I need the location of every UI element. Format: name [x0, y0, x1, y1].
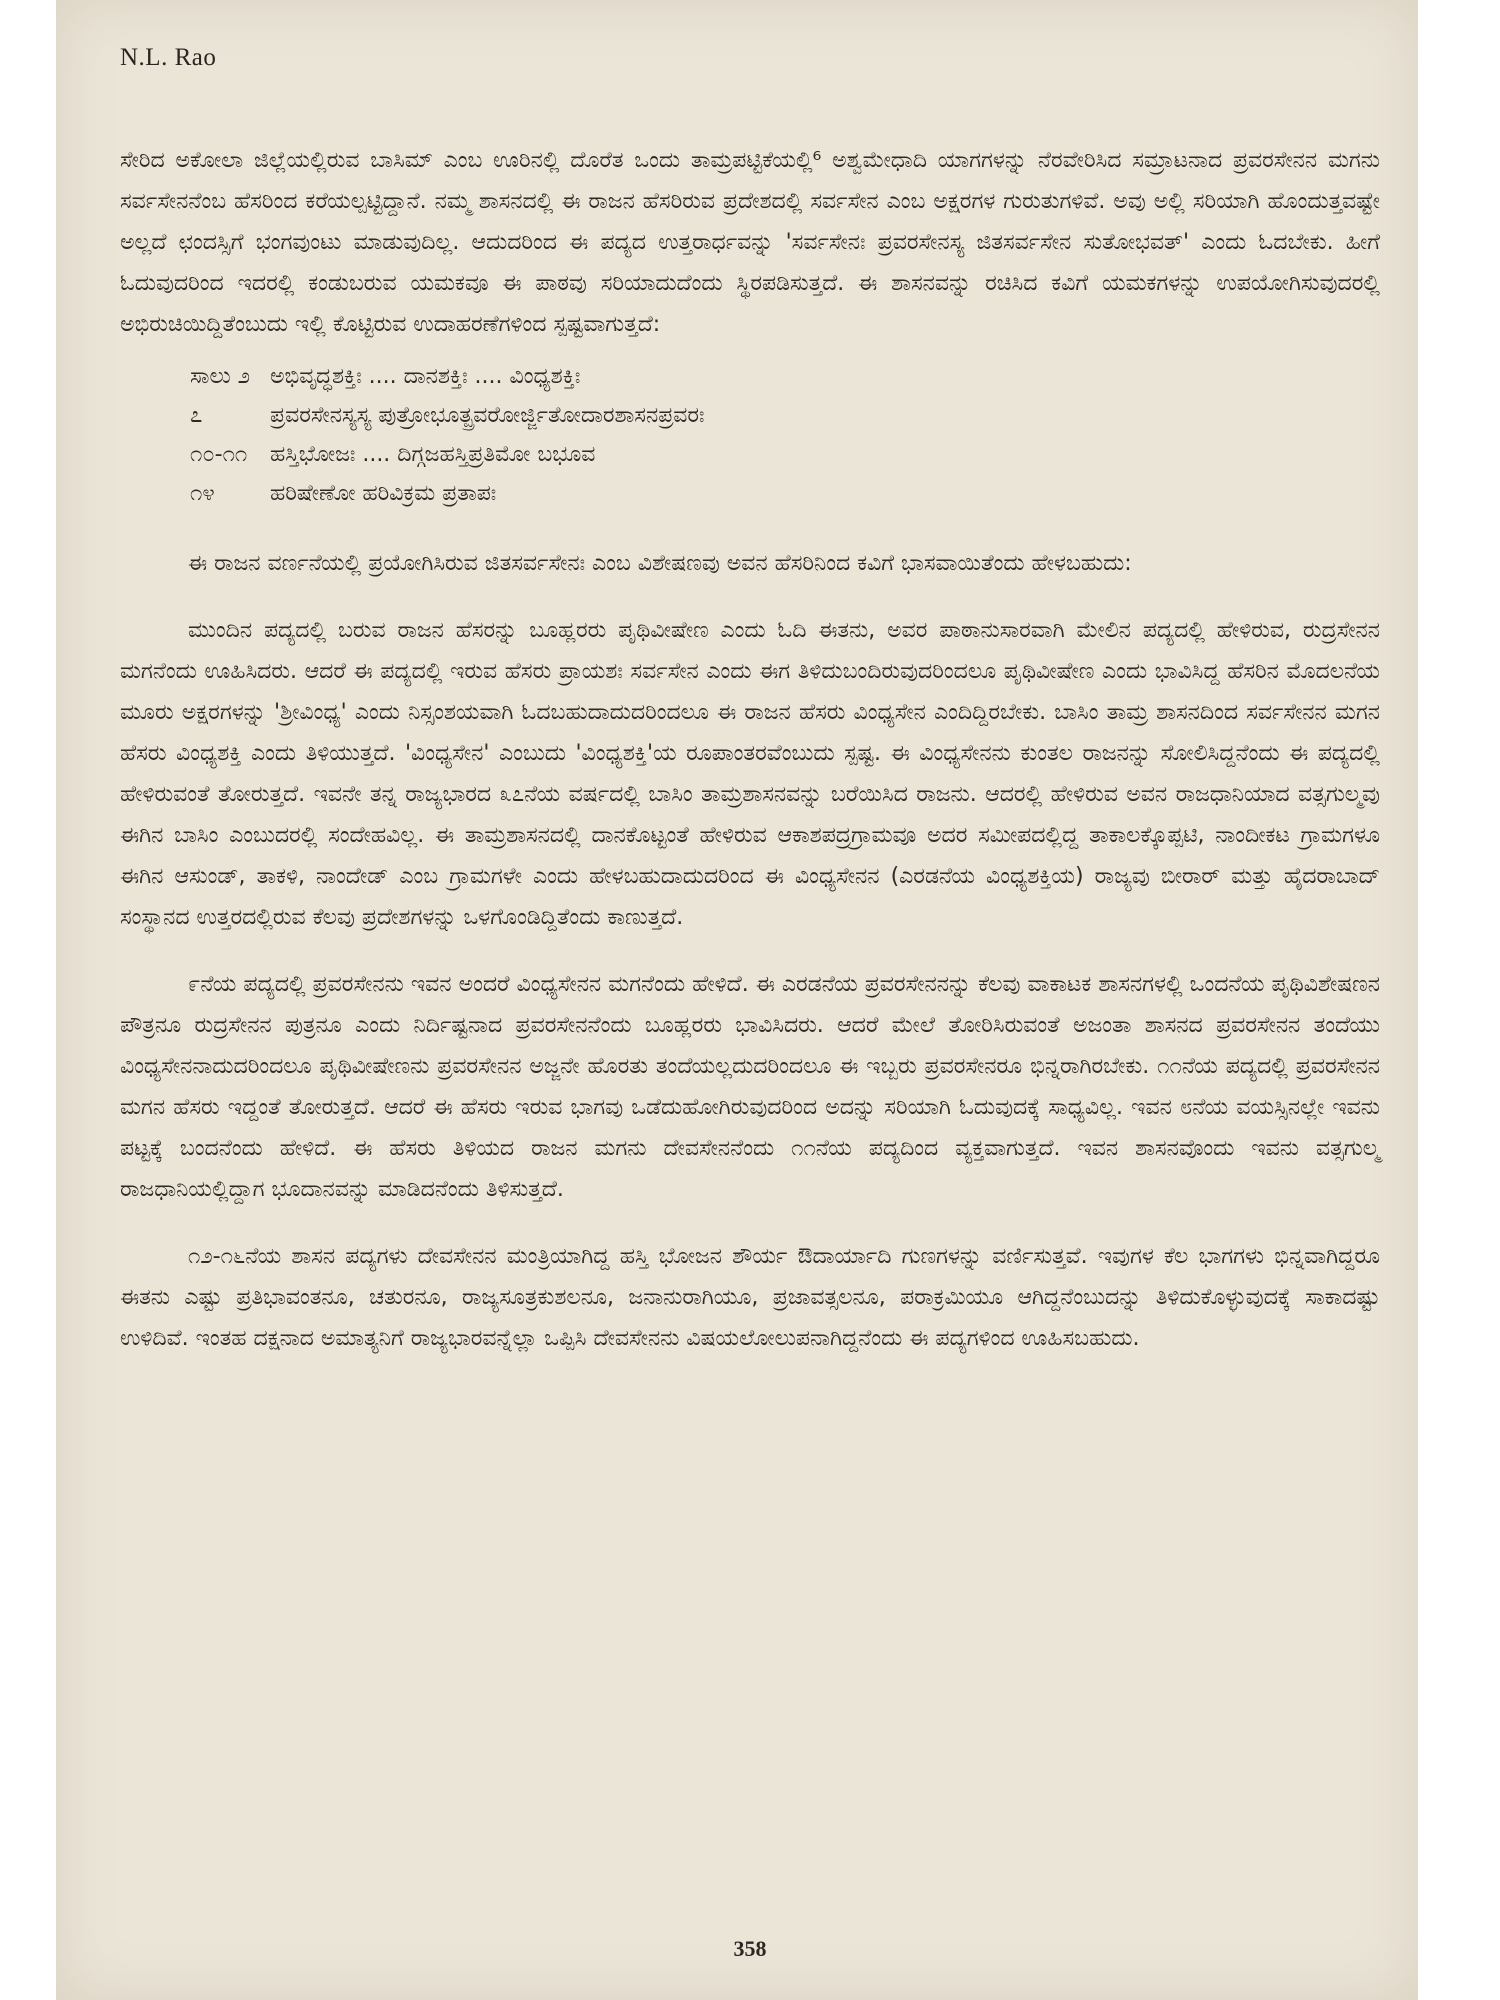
example-text: ಅಭಿವೃದ್ಧಶಕ್ತಿಃ .... ದಾನಶಕ್ತಿಃ .... ವಿಂಧ್ಯಶಕ್ತಿಃ	[270, 364, 581, 389]
paragraph-4: ೯ನೆಯ ಪದ್ಯದಲ್ಲಿ ಪ್ರವರಸೇನನು ಇವನ ಅಂದರೆ ವಿಂಧ್ಯಸೇನನ ಮಗನೆಂದು ಹೇಳಿದೆ. ಈ ಎರಡನೆಯ ಪ್ರವರಸೇನನನ್ನು ಕೆಲವು ವಾಕಾಟಕ ಶಾಸನಗಳಲ್ಲಿ ಒಂದನೆಯ ಪೃಥಿವಿಶೇಷಣನ ಪೌತ್ರನೂ ರುದ್ರಸೇನನ ಪುತ್ರನೂ ಎಂದು ನಿರ್ದಿಷ್ಟನಾದ ಪ್ರವರಸೇನನೆಂದು ಬೂಹ್ಲರರು ಭಾವಿಸಿದರು. ಆದರೆ ಮೇಲೆ ತೋರಿಸಿರುವಂತೆ ಅಜಂತಾ ಶಾಸನದ ಪ್ರವರಸೇನನ ತಂದೆಯು ವಿಂಧ್ಯಸೇನನಾದುದರಿಂದಲೂ ಪೃಥಿವೀಷೇಣನು ಪ್ರವರಸೇನನ ಅಜ್ಜನೇ ಹೊರತು ತಂದೆಯಲ್ಲದುದರಿಂದಲೂ ಈ ಇಬ್ಬರು ಪ್ರವರಸೇನರೂ ಭಿನ್ನರಾಗಿರಬೇಕು. ೧೧ನೆಯ ಪದ್ಯದಲ್ಲಿ ಪ್ರವರಸೇನನ ಮಗನ ಹೆಸರು ಇದ್ದಂತೆ ತೋರುತ್ತದೆ. ಆದರೆ ಈ ಹೆಸರು ಇರುವ ಭಾಗವು ಒಡೆದುಹೋಗಿರುವುದರಿಂದ ಅದನ್ನು ಸರಿಯಾಗಿ ಓದುವುದಕ್ಕೆ ಸಾಧ್ಯವಿಲ್ಲ. ಇವನ ೮ನೆಯ ವಯಸ್ಸಿನಲ್ಲೇ ಇವನು ಪಟ್ಟಕ್ಕೆ ಬಂದನೆಂದು ಹೇಳಿದೆ. ಈ ಹೆಸರು ತಿಳಿಯದ ರಾಜನ ಮಗನು ದೇವಸೇನನೆಂದು ೧೧ನೆಯ ಪದ್ಯದಿಂದ ವ್ಯಕ್ತವಾಗುತ್ತದೆ. ಇವನ ಶಾಸನವೊಂದು ಇವನು ವತ್ಸಗುಲ್ಮ ರಾಜಧಾನಿಯಲ್ಲಿದ್ದಾಗ ಭೂದಾನವನ್ನು ಮಾಡಿದನೆಂದು ತಿಳಿಸುತ್ತದೆ.	[120, 972, 1380, 1202]
running-header-author: N.L. Rao	[120, 44, 217, 71]
paragraph-5: ೧೨-೧೬ನೆಯ ಶಾಸನ ಪದ್ಯಗಳು ದೇವಸೇನನ ಮಂತ್ರಿಯಾಗಿದ್ದ ಹಸ್ತಿ ಭೋಜನ ಶೌರ್ಯ ಔದಾರ್ಯಾದಿ ಗುಣಗಳನ್ನು ವರ್ಣಿಸುತ್ತವೆ. ಇವುಗಳ ಕೆಲ ಭಾಗಗಳು ಭಿನ್ನವಾಗಿದ್ದರೂ ಈತನು ಎಷ್ಟು ಪ್ರತಿಭಾವಂತನೂ, ಚತುರನೂ, ರಾಜ್ಯಸೂತ್ರಕುಶಲನೂ, ಜನಾನುರಾಗಿಯೂ, ಪ್ರಜಾವತ್ಸಲನೂ, ಪರಾಕ್ರಮಿಯೂ ಆಗಿದ್ದನೆಂಬುದನ್ನು ತಿಳಿದುಕೊಳ್ಳುವುದಕ್ಕೆ ಸಾಕಾದಷ್ಟು ಉಳಿದಿವೆ. ಇಂತಹ ದಕ್ಷನಾದ ಅಮಾತ್ಯನಿಗೆ ರಾಜ್ಯಭಾರವನ್ನೆಲ್ಲಾ ಒಪ್ಪಿಸಿ ದೇವಸೇನನು ವಿಷಯಲೋಲುಪನಾಗಿದ್ದನೆಂದು ಈ ಪದ್ಯಗಳಿಂದ ಊಹಿಸಬಹುದು.	[120, 1244, 1380, 1351]
example-line-ref: ೧೦-೧೧	[190, 442, 248, 467]
example-row	[120, 396, 1380, 435]
example-list	[120, 357, 1380, 513]
body-text	[120, 140, 1380, 1385]
example-line-ref: ಸಾಲು ೨	[190, 364, 251, 389]
paragraph-1: ಸೇರಿದ ಅಕೋಲಾ ಜಿಲ್ಲೆಯಲ್ಲಿರುವ ಬಾಸಿಮ್ ಎಂಬ ಊರಿನಲ್ಲಿ ದೊರೆತ ಒಂದು ತಾಮ್ರಪಟ್ಟಿಕೆಯಲ್ಲಿ⁶ ಅಶ್ವಮೇಧಾದಿ ಯಾಗಗಳನ್ನು ನೆರವೇರಿಸಿದ ಸಮ್ರಾಟನಾದ ಪ್ರವರಸೇನನ ಮಗನು ಸರ್ವಸೇನನೆಂಬ ಹೆಸರಿಂದ ಕರೆಯಲ್ಪಟ್ಟಿದ್ದಾನೆ. ನಮ್ಮ ಶಾಸನದಲ್ಲಿ ಈ ರಾಜನ ಹೆಸರಿರುವ ಪ್ರದೇಶದಲ್ಲಿ ಸರ್ವಸೇನ ಎಂಬ ಅಕ್ಷರಗಳ ಗುರುತುಗಳಿವೆ. ಅವು ಅಲ್ಲಿ ಸರಿಯಾಗಿ ಹೊಂದುತ್ತವಷ್ಟೇ ಅಲ್ಲದೆ ಛಂದಸ್ಸಿಗೆ ಭಂಗವುಂಟು ಮಾಡುವುದಿಲ್ಲ. ಆದುದರಿಂದ ಈ ಪದ್ಯದ ಉತ್ತರಾರ್ಧವನ್ನು 'ಸರ್ವಸೇನಃ ಪ್ರವರಸೇನಸ್ಯ ಜಿತಸರ್ವಸೇನ ಸುತೋಭವತ್' ಎಂದು ಓದಬೇಕು. ಹೀಗೆ ಓದುವುದರಿಂದ ಇದರಲ್ಲಿ ಕಂಡುಬರುವ ಯಮಕವೂ ಈ ಪಾಠವು ಸರಿಯಾದುದೆಂದು ಸ್ಥಿರಪಡಿಸುತ್ತದೆ. ಈ ಶಾಸನವನ್ನು ರಚಿಸಿದ ಕವಿಗೆ ಯಮಕಗಳನ್ನು ಉಪಯೋಗಿಸುವುದರಲ್ಲಿ ಅಭಿರುಚಿಯಿದ್ದಿತೆಂಬುದು ಇಲ್ಲಿ ಕೊಟ್ಟಿರುವ ಉದಾಹರಣೆಗಳಿಂದ ಸ್ಪಷ್ಟವಾಗುತ್ತದೆ:	[120, 148, 1380, 337]
paragraph-3: ಮುಂದಿನ ಪದ್ಯದಲ್ಲಿ ಬರುವ ರಾಜನ ಹೆಸರನ್ನು ಬೂಹ್ಲರರು ಪೃಥಿವೀಷೇಣ ಎಂದು ಓದಿ ಈತನು, ಅವರ ಪಾಠಾನುಸಾರವಾಗಿ ಮೇಲಿನ ಪದ್ಯದಲ್ಲಿ ಹೇಳಿರುವ, ರುದ್ರಸೇನನ ಮಗನೆಂದು ಊಹಿಸಿದರು. ಆದರೆ ಈ ಪದ್ಯದಲ್ಲಿ ಇರುವ ಹೆಸರು ಪ್ರಾಯಶಃ ಸರ್ವಸೇನ ಎಂದು ಈಗ ತಿಳಿದುಬಂದಿರುವುದರಿಂದಲೂ ಪೃಥಿವೀಷೇಣ ಎಂದು ಭಾವಿಸಿದ್ದ ಹೆಸರಿನ ಮೊದಲನೆಯ ಮೂರು ಅಕ್ಷರಗಳನ್ನು 'ಶ್ರೀವಿಂಧ್ಯ' ಎಂದು ನಿಸ್ಸಂಶಯವಾಗಿ ಓದಬಹುದಾದುದರಿಂದಲೂ ಈ ರಾಜನ ಹೆಸರು ವಿಂಧ್ಯಸೇನ ಎಂದಿದ್ದಿರಬೇಕು. ಬಾಸಿಂ ತಾಮ್ರ ಶಾಸನದಿಂದ ಸರ್ವಸೇನನ ಮಗನ ಹೆಸರು ವಿಂಧ್ಯಶಕ್ತಿ ಎಂದು ತಿಳಿಯುತ್ತದೆ. 'ವಿಂಧ್ಯಸೇನ' ಎಂಬುದು 'ವಿಂಧ್ಯಶಕ್ತಿ'ಯ ರೂಪಾಂತರವೆಂಬುದು ಸ್ಪಷ್ಟ. ಈ ವಿಂಧ್ಯಸೇನನು ಕುಂತಲ ರಾಜನನ್ನು ಸೋಲಿಸಿದ್ದನೆಂದು ಈ ಪದ್ಯದಲ್ಲಿ ಹೇಳಿರುವಂತೆ ತೋರುತ್ತದೆ. ಇವನೇ ತನ್ನ ರಾಜ್ಯಭಾರದ ೩೭ನೆಯ ವರ್ಷದಲ್ಲಿ ಬಾಸಿಂ ತಾಮ್ರಶಾಸನವನ್ನು ಬರೆಯಿಸಿದ ರಾಜನು. ಆದರಲ್ಲಿ ಹೇಳಿರುವ ಅವನ ರಾಜಧಾನಿಯಾದ ವತ್ಸಗುಲ್ಮವು ಈಗಿನ ಬಾಸಿಂ ಎಂಬುದರಲ್ಲಿ ಸಂದೇಹವಿಲ್ಲ. ಈ ತಾಮ್ರಶಾಸನದಲ್ಲಿ ದಾನಕೊಟ್ಟಂತೆ ಹೇಳಿರುವ ಆಕಾಶಪದ್ರಗ್ರಾಮವೂ ಅದರ ಸಮೀಪದಲ್ಲಿದ್ದ ತಾಕಾಲಕ್ಕೊಪ್ಪಟಿ, ನಾಂದೀಕಟ ಗ್ರಾಮಗಳೂ ಈಗಿನ ಆಸುಂಡ್, ತಾಕಳಿ, ನಾಂದೇಡ್ ಎಂಬ ಗ್ರಾಮಗಳೇ ಎಂದು ಹೇಳಬಹುದಾದುದರಿಂದ ಈ ವಿಂಧ್ಯಸೇನನ (ಎರಡನೆಯ ವಿಂಧ್ಯಶಕ್ತಿಯ) ರಾಜ್ಯವು ಬೀರಾರ್ ಮತ್ತು ಹೈದರಾಬಾದ್ ಸಂಸ್ಥಾನದ ಉತ್ತರದಲ್ಲಿರುವ ಕೆಲವು ಪ್ರದೇಶಗಳನ್ನು ಒಳಗೊಂಡಿದ್ದಿತೆಂದು ಕಾಣುತ್ತದೆ.	[120, 618, 1380, 930]
example-row	[120, 474, 1380, 513]
example-text: ಹಸ್ತಿಭೋಜಃ .... ದಿಗ್ಗಜಹಸ್ತಿಪ್ರತಿಮೋ ಬಭೂವ	[270, 442, 596, 467]
paragraph-2: ಈ ರಾಜನ ವರ್ಣನೆಯಲ್ಲಿ ಪ್ರಯೋಗಿಸಿರುವ ಜಿತಸರ್ವಸೇನಃ ಎಂಬ ವಿಶೇಷಣವು ಅವನ ಹೆಸರಿನಿಂದ ಕವಿಗೆ ಭಾಸವಾಯಿತೆಂದು ಹೇಳಬಹುದು:	[188, 551, 1132, 576]
example-line-ref: ೭	[190, 403, 203, 428]
example-row	[120, 357, 1380, 396]
example-text: ಪ್ರವರಸೇನಸ್ಯಸ್ಯ ಪುತ್ರೋಭೂತ್ಪ್ರವರೋರ್ಜ್ಜಿತೋದಾರಶಾಸನಪ್ರವರಃ	[270, 403, 705, 428]
page-number: 358	[733, 1936, 767, 1961]
example-text: ಹರಿಷೇಣೋ ಹರಿವಿಕ್ರಮ ಪ್ರತಾಪಃ	[270, 481, 497, 506]
example-row	[120, 435, 1380, 474]
example-line-ref: ೧೪	[190, 481, 215, 506]
